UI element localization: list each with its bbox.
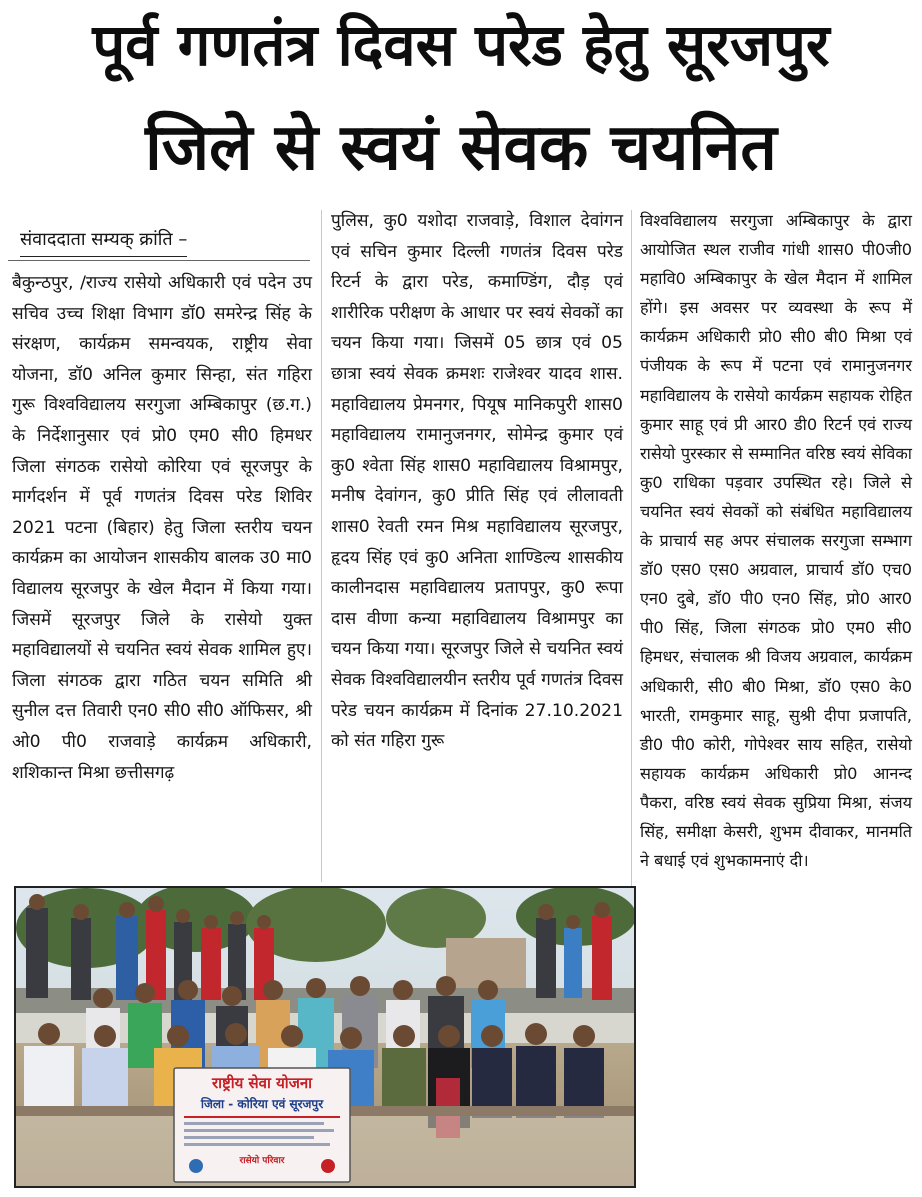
column-rule-1 xyxy=(321,210,322,882)
group-photo xyxy=(14,886,636,1188)
group-photo-illustration xyxy=(16,888,634,1186)
headline-line-1: पूर्व गणतंत्र दिवस परेड हेतु सूरजपुर xyxy=(92,11,830,79)
byline: संवाददाता सम्यक् क्रांति – xyxy=(20,225,187,257)
article-text: पुलिस, कु0 यशोदा राजवाड़े, विशाल देवांगन एवं सचिन कुमार दिल्ली गणतंत्र दिवस परेड रिटर्न के द्वारा परेड, कमाण्डिंग, दौड़ एवं शारीरिक परीक्षण के आधार पर स्वयं सेवकों का चयन किया गया। जिसमें 05 छात्र एवं 05 छात्रा स्वयं सेवक क्रमशः राजेश्वर यादव शास. महाविद्यालय प्रेमनगर, पियूष मानिकपुरी शास0 महाविद्यालय रामानुजनगर, सोमेन्द्र कुमार एवं कु0 श्वेता सिंह शास0 महाविद्यालय विश्रामपुर, मनीष देवांगन, कु0 प्रीति सिंह एवं लीलावती शास0 रेवती रमन मिश्र महाविद्यालय सूरजपुर, हृदय सिंह एवं कु0 अनिता शाण्डिल्य शासकीय कालीनदास महाविद्यालय प्रतापपुर, कु0 रूपा दास वीणा कन्या महाविद्यालय विश्रामपुर का चयन किया गया। सूरजपुर जिले से चयनित स्वयं सेवक विश्वविद्यालयीन स्तरीय पूर्व गणतंत्र दिवस परेड चयन कार्यक्रम में दिनांक 27.10.2021 को संत गहिरा गुरू xyxy=(331,211,623,752)
banner-title: राष्ट्रीय सेवा योजना xyxy=(211,1074,313,1092)
article-column-1 xyxy=(12,268,312,788)
banner-subtitle: जिला - कोरिया एवं सूरजपुर xyxy=(200,1097,324,1111)
article-text: बैकुन्ठपुर, /राज्य रासेयो अधिकारी एवं पदेन उप सचिव उच्च शिक्षा विभाग डॉ0 समरेन्द्र सिंह के संरक्षण, कार्यक्रम समन्वयक, राष्ट्रीय सेवा योजना, डॉ0 अनिल कुमार सिन्हा, संत गहिरा गुरू विश्वविद्यालय सरगुजा अम्बिकापुर (छ.ग.) के निर्देशानुसार एवं प्रो0 एम0 सी0 हिमधर जिला संगठक रासेयो कोरिया एवं सूरजपुर के मार्गदर्शन में पूर्व गणतंत्र दिवस परेड शिविर 2021 पटना (बिहार) हेतु जिला स्तरीय चयन कार्यक्रम का आयोजन शासकीय बालक उ0 मा0 विद्यालय सूरजपुर के खेल मैदान में किया गया। जिसमें सूरजपुर जिले के रासेयो युक्त महाविद्यालयों से चयनित स्वयं सेवक शामिल हुए। जिला संगठक द्वारा गठित चयन समिति श्री सुनील दत्त तिवारी एन0 सी0 सी0 ऑफिसर, श्री ओ0 पी0 राजवाड़े कार्यक्रम अधिकारी, शशिकान्त मिश्रा छत्तीसगढ़ xyxy=(12,273,312,783)
byline-divider xyxy=(8,260,310,261)
article-column-2 xyxy=(331,206,623,757)
nss-banner xyxy=(174,1068,350,1182)
article-column-3 xyxy=(640,206,912,875)
article-text: विश्वविद्यालय सरगुजा अम्बिकापुर के द्वारा आयोजित स्थल राजीव गांधी शास0 पी0जी0 महावि0 अम्बिकापुर के खेल मैदान में शामिल होंगे। इस अवसर पर व्यवस्था के रूप में कार्यक्रम अधिकारी प्रो0 सी0 बी0 मिश्रा एवं पंजीयक के रूप में पटना एवं रामानुजनगर महाविद्यालय के रासेयो कार्यक्रम सहायक रोहित कुमार साहू एवं प्री आर0 डी0 रिटर्न एवं राज्य रासेयो पुरस्कार से सम्मानित वरिष्ठ स्वयं सेविका कु0 राधिका पड़वार उपस्थित रहे। जिले से चयनित स्वयं सेवकों को संबंधित महाविद्यालय के प्राचार्य सह अपर संचालक सरगुजा सम्भाग डॉ0 एस0 एस0 अग्रवाल, प्राचार्य डॉ0 एच0 एन0 दुबे, डॉ0 पी0 एन0 सिंह, प्रो0 आर0 पी0 सिंह, जिला संगठक प्रो0 एम0 सी0 हिमधर, संचालक श्री विजय अग्रवाल, कार्यक्रम अधिकारी, सी0 बी0 मिश्रा, डॉ0 एस0 के0 भारती, रामकुमार साहू, सुश्री दीपा प्रजापति, डी0 पी0 कोरी, गोपेश्वर साय सहित, रासेयो सहायक कार्यक्रम अधिकारी प्रो0 आनन्द पैकरा, वरिष्ठ स्वयं सेवक सुप्रिया मिश्रा, संजय सिंह, समीक्षा केसरी, शुभम दीवाकर, मानमति ने बधाई एवं शुभकामनाएं दी। xyxy=(640,211,912,871)
banner-footer: रासेयो परिवार xyxy=(239,1156,285,1166)
headline-line-2: जिले से स्वयं सेवक चयनित xyxy=(145,111,777,185)
